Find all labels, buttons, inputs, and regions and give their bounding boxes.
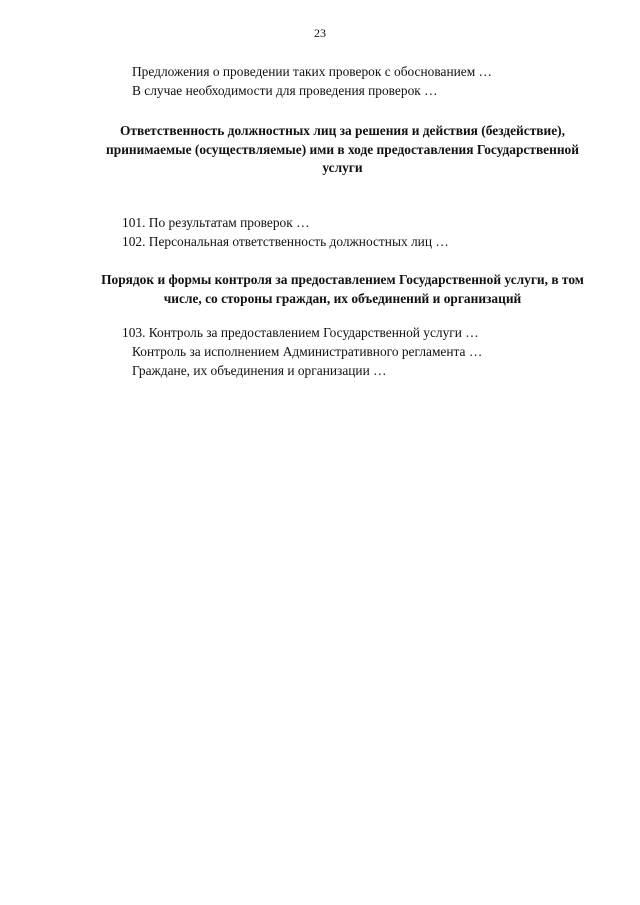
paragraph-citizens-rights: Граждане, их объединения и организации … [132,362,387,378]
paragraph-102: 102. Персональная ответственность должностных лиц … [122,233,449,249]
paragraph-103: 103. Контроль за предоставлением Государственной услуги … [122,325,479,341]
section-heading-responsibility: Ответственность должностных лиц за решения и действия (бездействие), принимаемые (осуществляемые) ими в ходе предоставления Государственной услуги [106,123,579,176]
paragraph-control-execution: Контроль за исполнением Административного регламента … [132,343,483,359]
page-content [92,63,593,380]
paragraph-commissions: В случае необходимости для проведения проверок … [132,82,438,98]
page-number: 23 [314,26,326,40]
paragraph-proposals: Предложения о проведении таких проверок с обоснованием … [132,64,492,79]
section-heading-control: Порядок и формы контроля за предоставлением Государственной услуги, в том числе, со стороны граждан, их объединений и организаций [101,272,584,306]
paragraph-101: 101. По результатам проверок … [122,214,310,230]
